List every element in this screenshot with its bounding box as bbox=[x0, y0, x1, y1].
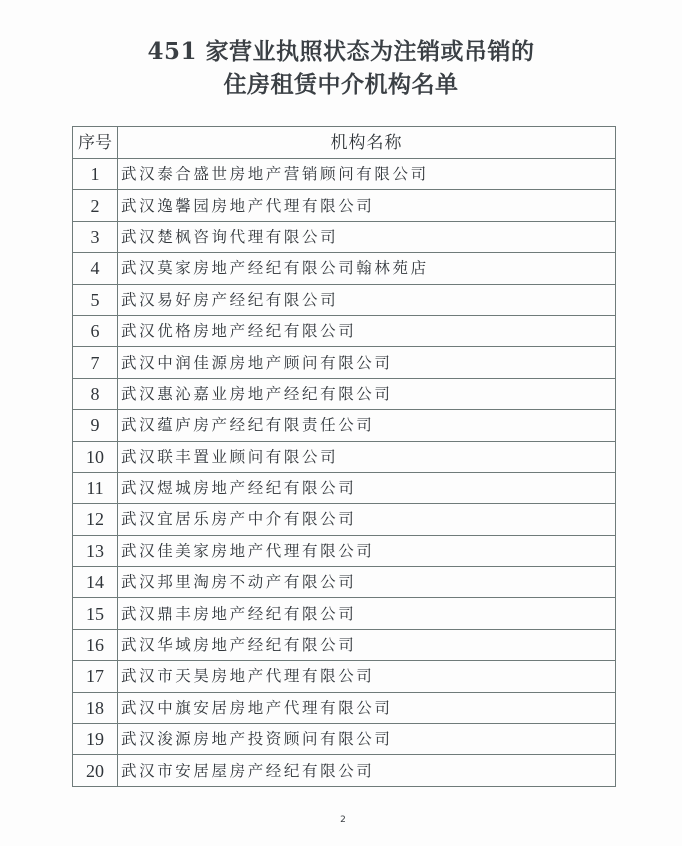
row-index: 16 bbox=[73, 629, 118, 660]
agency-name: 武汉莫家房地产经纪有限公司翰林苑店 bbox=[118, 253, 616, 284]
row-index: 15 bbox=[73, 598, 118, 629]
agency-name: 武汉邦里淘房不动产有限公司 bbox=[118, 567, 616, 598]
table-row bbox=[73, 410, 616, 441]
table-row bbox=[73, 315, 616, 346]
row-index: 8 bbox=[73, 378, 118, 409]
row-index: 2 bbox=[73, 190, 118, 221]
row-index: 19 bbox=[73, 724, 118, 755]
agency-name: 武汉泰合盛世房地产营销顾问有限公司 bbox=[118, 159, 616, 190]
document-title-line-2: 住房租赁中介机构名单 bbox=[223, 71, 459, 98]
row-index: 6 bbox=[73, 315, 118, 346]
table-row bbox=[73, 221, 616, 252]
row-index: 1 bbox=[73, 159, 118, 190]
table-row bbox=[73, 567, 616, 598]
table-header-row bbox=[73, 127, 616, 159]
agency-name: 武汉煜城房地产经纪有限公司 bbox=[118, 472, 616, 503]
row-index: 4 bbox=[73, 253, 118, 284]
table-row bbox=[73, 755, 616, 786]
row-index: 11 bbox=[73, 472, 118, 503]
agency-name: 武汉浚源房地产投资顾问有限公司 bbox=[118, 724, 616, 755]
agency-name: 武汉华域房地产经纪有限公司 bbox=[118, 629, 616, 660]
table-row bbox=[73, 284, 616, 315]
row-index: 3 bbox=[73, 221, 118, 252]
table-row bbox=[73, 347, 616, 378]
agency-name: 武汉联丰置业顾问有限公司 bbox=[118, 441, 616, 472]
table-row bbox=[73, 504, 616, 535]
table-row bbox=[73, 692, 616, 723]
agency-name: 武汉市天昊房地产代理有限公司 bbox=[118, 661, 616, 692]
row-index: 13 bbox=[73, 535, 118, 566]
row-index: 17 bbox=[73, 661, 118, 692]
agency-list-table bbox=[72, 126, 616, 787]
agency-name: 武汉鼎丰房地产经纪有限公司 bbox=[118, 598, 616, 629]
table-row bbox=[73, 629, 616, 660]
page-number: 2 bbox=[340, 815, 346, 825]
row-index: 7 bbox=[73, 347, 118, 378]
agency-name: 武汉逸馨园房地产代理有限公司 bbox=[118, 190, 616, 221]
agency-name: 武汉宜居乐房产中介有限公司 bbox=[118, 504, 616, 535]
agency-name: 武汉中润佳源房地产顾问有限公司 bbox=[118, 347, 616, 378]
table-row bbox=[73, 598, 616, 629]
agency-name: 武汉惠沁嘉业房地产经纪有限公司 bbox=[118, 378, 616, 409]
table-row bbox=[73, 535, 616, 566]
table-row bbox=[73, 253, 616, 284]
table-row bbox=[73, 661, 616, 692]
row-index: 20 bbox=[73, 755, 118, 786]
agency-name: 武汉佳美家房地产代理有限公司 bbox=[118, 535, 616, 566]
row-index: 9 bbox=[73, 410, 118, 441]
row-index: 18 bbox=[73, 692, 118, 723]
agency-name: 武汉中旗安居房地产代理有限公司 bbox=[118, 692, 616, 723]
table-row bbox=[73, 472, 616, 503]
column-header-name: 机构名称 bbox=[118, 127, 616, 159]
row-index: 12 bbox=[73, 504, 118, 535]
table-row bbox=[73, 159, 616, 190]
agency-name: 武汉优格房地产经纪有限公司 bbox=[118, 315, 616, 346]
row-index: 5 bbox=[73, 284, 118, 315]
column-header-index: 序号 bbox=[73, 127, 118, 159]
table-row bbox=[73, 190, 616, 221]
table-row bbox=[73, 441, 616, 472]
row-index: 10 bbox=[73, 441, 118, 472]
agency-name: 武汉市安居屋房产经纪有限公司 bbox=[118, 755, 616, 786]
row-index: 14 bbox=[73, 567, 118, 598]
table-row bbox=[73, 378, 616, 409]
agency-name: 武汉蕴庐房产经纪有限责任公司 bbox=[118, 410, 616, 441]
agency-name: 武汉易好房产经纪有限公司 bbox=[118, 284, 616, 315]
agency-name: 武汉楚枫咨询代理有限公司 bbox=[118, 221, 616, 252]
document-title-line-1: 451 家营业执照状态为注销或吊销的 bbox=[147, 38, 535, 65]
table-row bbox=[73, 724, 616, 755]
